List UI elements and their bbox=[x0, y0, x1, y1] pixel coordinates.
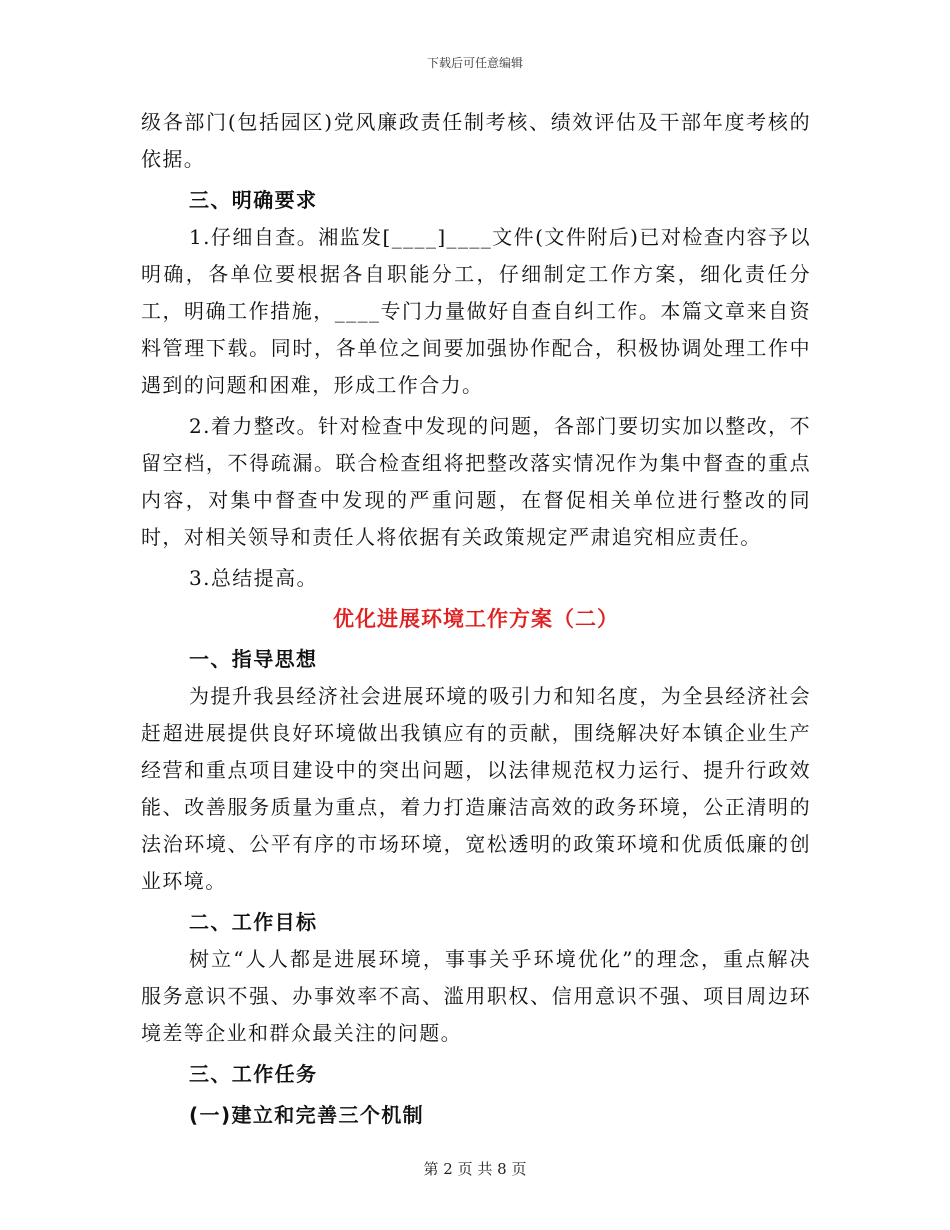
document-body bbox=[141, 104, 811, 1134]
page-header: 下载后可任意编辑 bbox=[426, 56, 523, 70]
paragraph-guiding-ideology: 为提升我县经济社会进展环境的吸引力和知名度，为全县经济社会赶超进展提供良好环境做出我镇应有的贡献，围绕解决好本镇企业生产经营和重点项目建设中的突出问题，以法律规范权力运行、提升行政效能、改善服务质量为重点，着力打造廉洁高效的政务环境，公正清明的法治环境、公平有序的市场环境，宽松透明的政策环境和优质低廉的创业环境。 bbox=[141, 684, 811, 893]
section-heading-requirements: 三、明确要求 bbox=[189, 188, 318, 212]
paragraph-rectification: 2.着力整改。针对检查中发现的问题，各部门要切实加以整改，不留空档，不得疏漏。联合检查组将把整改落实情况作为集中督查的重点内容，对集中督查中发现的严重问题，在督促相关单位进行整改的同时，对相关领导和责任人将依据有关政策规定严肃追究相应责任。 bbox=[141, 414, 811, 549]
paragraph-summary: 3.总结提高。 bbox=[189, 566, 318, 590]
section-heading-guiding-ideology: 一、指导思想 bbox=[189, 647, 318, 671]
section-heading-work-goals: 二、工作目标 bbox=[189, 910, 318, 934]
page-footer: 第 2 页 共 8 页 bbox=[423, 1160, 527, 1178]
document-title: 优化进展环境工作方案（二） bbox=[333, 607, 619, 631]
section-heading-work-tasks: 三、工作任务 bbox=[189, 1062, 318, 1086]
paragraph-self-check: 1.仔细自查。湘监发[____]____文件(文件附后)已对检查内容予以明确，各单位要根据各自职能分工，仔细制定工作方案，细化责任分工，明确工作措施，____专门力量做好自查自纠工作。本篇文章来自资料管理下载。同时，各单位之间要加强协作配合，积极协调处理工作中遇到的问题和困难，形成工作合力。 bbox=[141, 225, 811, 397]
subsection-heading-mechanisms: (一)建立和完善三个机制 bbox=[189, 1103, 425, 1127]
paragraph-continuation: 级各部门(包括园区)党风廉政责任制考核、绩效评估及干部年度考核的依据。 bbox=[141, 110, 811, 171]
paragraph-work-goals: 树立“人人都是进展环境，事事关乎环境优化”的理念，重点解决服务意识不强、办事效率不高、滥用职权、信用意识不强、项目周边环境差等企业和群众最关注的问题。 bbox=[141, 947, 811, 1045]
